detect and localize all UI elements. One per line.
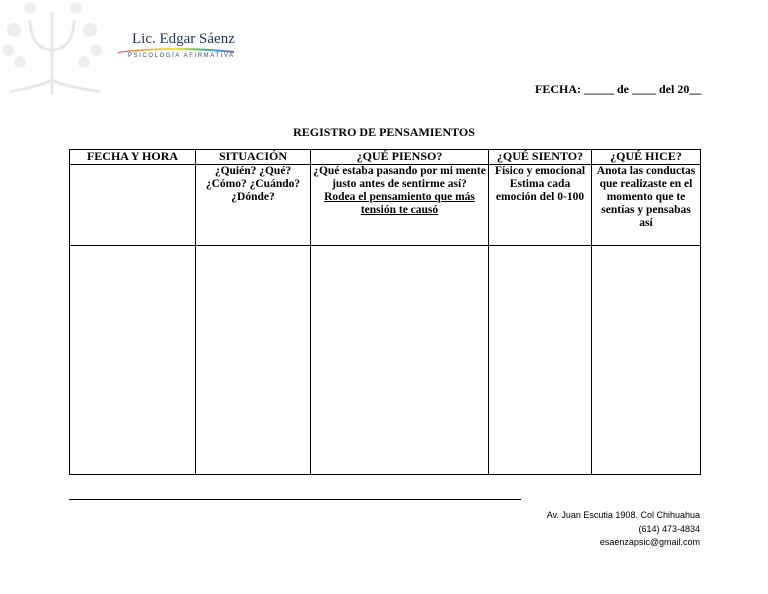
entry-date-cell[interactable]	[70, 246, 196, 475]
column-header-feelings: ¿QUÉ SIENTO?	[489, 150, 592, 165]
footer-divider	[69, 499, 521, 500]
description-date	[70, 165, 196, 246]
table-header-row	[70, 150, 701, 165]
footer-contact	[547, 509, 700, 550]
entry-thoughts-cell[interactable]	[311, 246, 489, 475]
entry-actions-cell[interactable]	[592, 246, 701, 475]
thought-record-table	[69, 149, 701, 475]
logo-tagline: PSICOLOGÍA AFIRMATIVA	[128, 53, 235, 59]
footer-email: esaenzapsic@gmail.com	[599, 537, 700, 547]
date-line: FECHA: _____ de ____ del 20__	[535, 82, 702, 96]
page-title: REGISTRO DE PENSAMIENTOS	[293, 125, 475, 139]
table-entry-row	[70, 246, 701, 475]
description-thoughts-instruction: Rodea el pensamiento que más tensión te causó	[324, 191, 475, 216]
column-header-date: FECHA Y HORA	[70, 150, 196, 165]
entry-feelings-cell[interactable]	[489, 246, 592, 475]
tree-watermark-icon	[0, 0, 110, 100]
footer-address: Av. Juan Escutia 1908. Col Chihuahua	[546, 510, 700, 520]
description-actions: Anota las conductas que realizaste en el momento que te sentías y pensabas así	[592, 165, 701, 246]
entry-situation-cell[interactable]	[196, 246, 311, 475]
column-header-thoughts: ¿QUÉ PIENSO?	[311, 150, 489, 165]
logo-name: Lic. Edgar Sáenz	[132, 31, 235, 47]
table-description-row	[70, 165, 701, 246]
description-feelings: Físico y emocional Estima cada emoción del 0-100	[489, 165, 592, 246]
column-header-actions: ¿QUÉ HICE?	[592, 150, 701, 165]
footer-phone: (614) 473-4834	[638, 523, 700, 534]
column-header-situation: SITUACIÓN	[196, 150, 311, 165]
description-situation: ¿Quién? ¿Qué? ¿Cómo? ¿Cuándo? ¿Dónde?	[196, 165, 311, 246]
description-thoughts-text: ¿Qué estaba pasando por mi mente justo antes de sentirme así?	[313, 165, 486, 190]
description-thoughts	[311, 165, 489, 246]
